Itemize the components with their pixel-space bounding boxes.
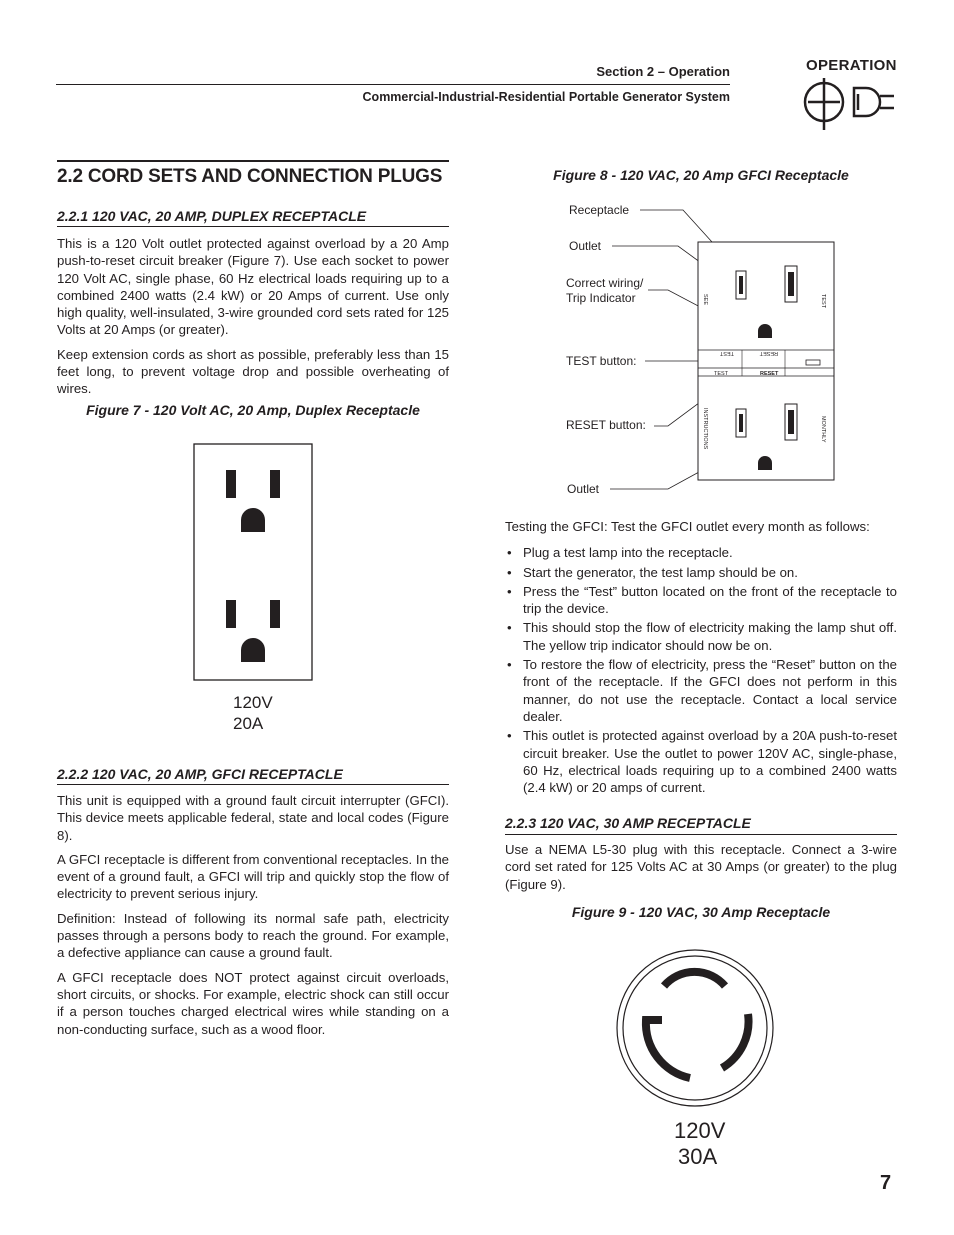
paragraph: This is a 120 Volt outlet protected against overload by a 20 Amp push-to-reset circuit breaker (Figure 7). Use each socket to power 120 Volt AC, single phase, 60 Hz electrical loads requiring up to a combined 2400 watts (2.4 kW) or 20 Amps of current. Use only high quality, well-insulated, 3-wire grounded cord sets rated for 125 Volts at 20 Amps (or greater).	[57, 236, 449, 338]
figure-9-volt-label: 120V	[674, 1118, 726, 1143]
subsection-2-2-1-body	[57, 235, 449, 405]
device-instructions-label: INSTRUCTIONS	[702, 408, 708, 450]
label-test-button: TEST button:	[566, 354, 637, 368]
testing-intro: Testing the GFCI: Test the GFCI outlet every month as follows:	[505, 519, 870, 534]
device-test-label: TEST	[714, 371, 729, 377]
paragraph: A GFCI receptacle is different from conventional receptacles. In the event of a ground fault, a GFCI will trip and quickly stop the flow of electricity to prevent serious injury.	[57, 851, 449, 902]
list-item: • Plug a test lamp into the receptacle.	[505, 544, 897, 561]
figure-8-caption: Figure 8 - 120 VAC, 20 Amp GFCI Receptacle	[553, 167, 849, 183]
gfci-receptacle-diagram	[560, 198, 850, 500]
operation-label: OPERATION	[806, 57, 897, 74]
header-title: Commercial-Industrial-Residential Portable Generator System	[362, 90, 730, 104]
device-test-side-label: TEST	[820, 294, 826, 309]
paragraph: Keep extension cords as short as possible, preferably less than 15 feet long, to prevent voltage drop and possible overheating of wires.	[57, 346, 449, 397]
paragraph: A GFCI receptacle does NOT protect against circuit overloads, short circuits, or shocks. For example, electric shock can still occur if a person touches charged electrical wires while standing on a non-conducting surface, such as a wood floor.	[57, 969, 449, 1037]
subsection-2-2-2-heading: 2.2.2 120 VAC, 20 AMP, GFCI RECEPTACLE	[57, 766, 343, 782]
list-item: • Press the “Test” button located on the front of the receptacle to trip the device.	[505, 583, 897, 618]
plug-icon	[800, 76, 900, 132]
figure-7-volt-label: 120V	[233, 693, 273, 712]
l5-30-receptacle-diagram	[610, 938, 780, 1170]
subsection-rule	[57, 784, 449, 785]
page-number: 7	[880, 1172, 892, 1194]
testing-steps-list	[505, 544, 897, 796]
section-heading: 2.2 CORD SETS AND CONNECTION PLUGS	[57, 166, 443, 187]
label-outlet-top: Outlet	[569, 239, 602, 253]
paragraph: Definition: Instead of following its normal safe path, electricity passes through a persons body to reach the ground. For example, a defective appliance can cause a ground fault.	[57, 910, 449, 961]
label-trip-indicator: Trip Indicator	[566, 291, 636, 305]
device-reset-label-inverted: RESET	[759, 350, 778, 356]
figure-7-amp-label: 20A	[233, 714, 264, 733]
subsection-rule	[57, 226, 449, 227]
label-outlet-bottom: Outlet	[567, 482, 600, 496]
subsection-2-2-3-body	[505, 841, 897, 900]
subsection-2-2-3-heading: 2.2.3 120 VAC, 30 AMP RECEPTACLE	[505, 815, 751, 831]
subsection-2-2-2-body	[57, 792, 449, 1045]
testing-section	[505, 518, 897, 798]
header-rule	[56, 84, 730, 85]
device-see-label: SEE	[702, 294, 708, 306]
paragraph: Use a NEMA L5-30 plug with this receptacle. Connect a 3-wire cord set rated for 125 Volts AC at 30 Amps (or greater) to the plug (Figure 9).	[505, 842, 897, 892]
list-item: • To restore the flow of electricity, press the “Reset” button on the front of the receptacle. If the GFCI does not perform in this manner, do not use the receptacle. Contact a local service dealer.	[505, 656, 897, 725]
figure-7-caption: Figure 7 - 120 Volt AC, 20 Amp, Duplex Receptacle	[86, 402, 420, 418]
label-reset-button: RESET button:	[566, 418, 646, 432]
paragraph: This unit is equipped with a ground fault circuit interrupter (GFCI). This device meets applicable federal, state and local codes (Figure 8).	[57, 793, 449, 843]
figure-9-amp-label: 30A	[678, 1144, 718, 1169]
device-test-label-inverted: TEST	[719, 350, 734, 356]
subsection-2-2-1-heading: 2.2.1 120 VAC, 20 AMP, DUPLEX RECEPTACLE	[57, 208, 367, 224]
device-monthly-label: MONTHLY	[820, 416, 826, 443]
section-rule	[57, 160, 449, 162]
subsection-rule	[505, 834, 897, 835]
label-receptacle: Receptacle	[569, 203, 630, 217]
list-item: • This outlet is protected against overload by a 20A push-to-reset circuit breaker. Use the outlet to power 120V AC, single-phase, 60 Hz, electrical loads requiring up to a combined 2400 watts (2.4 kW) or 20 amps of current.	[505, 727, 897, 796]
list-item: • Start the generator, the test lamp should be on.	[505, 564, 897, 581]
label-correct-wiring: Correct wiring/	[566, 276, 644, 290]
device-reset-label: RESET	[760, 371, 779, 377]
duplex-receptacle-diagram	[193, 440, 317, 740]
header-section: Section 2 – Operation	[596, 64, 730, 79]
list-item: • This should stop the flow of electricity making the lamp shut off. The yellow trip indicator should now be on.	[505, 619, 897, 654]
figure-9-caption: Figure 9 - 120 VAC, 30 Amp Receptacle	[571, 904, 831, 920]
